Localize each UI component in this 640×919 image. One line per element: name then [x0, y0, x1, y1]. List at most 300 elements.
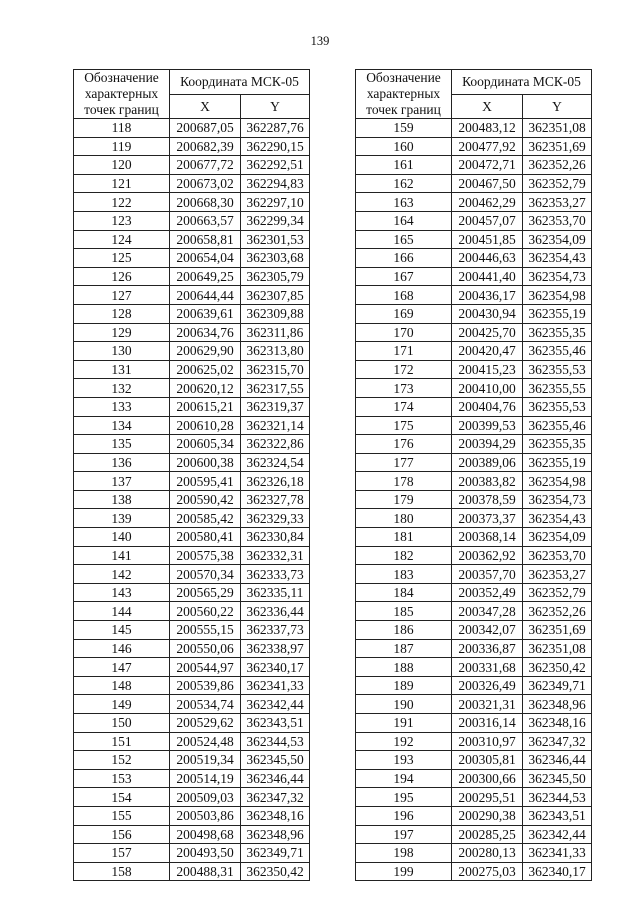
table-row [356, 156, 592, 175]
x-coordinate-cell: 200280,13 [452, 844, 523, 863]
x-coordinate-cell: 200529,62 [170, 714, 241, 733]
point-number-cell: 191 [356, 714, 452, 733]
table-row [356, 286, 592, 305]
y-coordinate-cell: 362340,17 [523, 862, 592, 881]
x-coordinate-cell: 200362,92 [452, 546, 523, 565]
y-header: Y [241, 94, 310, 119]
y-coordinate-cell: 362354,43 [523, 249, 592, 268]
x-coordinate-cell: 200462,29 [452, 193, 523, 212]
y-coordinate-cell: 362345,50 [241, 751, 310, 770]
x-coordinate-cell: 200663,57 [170, 211, 241, 230]
y-coordinate-cell: 362292,51 [241, 156, 310, 175]
y-coordinate-cell: 362336,44 [241, 602, 310, 621]
y-coordinate-cell: 362303,68 [241, 249, 310, 268]
x-header: X [452, 94, 523, 119]
y-coordinate-cell: 362338,97 [241, 639, 310, 658]
point-number-cell: 179 [356, 490, 452, 509]
point-number-cell: 136 [74, 453, 170, 472]
table-row [356, 490, 592, 509]
x-coordinate-cell: 200425,70 [452, 323, 523, 342]
y-coordinate-cell: 362355,19 [523, 304, 592, 323]
x-coordinate-cell: 200441,40 [452, 267, 523, 286]
table-row [74, 416, 310, 435]
point-number-cell: 190 [356, 695, 452, 714]
table-row [74, 119, 310, 138]
point-number-cell: 150 [74, 714, 170, 733]
x-coordinate-cell: 200514,19 [170, 769, 241, 788]
point-number-cell: 195 [356, 788, 452, 807]
table-row [356, 528, 592, 547]
y-coordinate-cell: 362351,69 [523, 137, 592, 156]
point-number-cell: 176 [356, 435, 452, 454]
table-row [356, 658, 592, 677]
table-row [356, 714, 592, 733]
y-coordinate-cell: 362354,98 [523, 472, 592, 491]
x-coordinate-cell: 200590,42 [170, 490, 241, 509]
x-coordinate-cell: 200600,38 [170, 453, 241, 472]
point-number-cell: 129 [74, 323, 170, 342]
point-number-cell: 170 [356, 323, 452, 342]
point-number-cell: 142 [74, 565, 170, 584]
point-number-cell: 187 [356, 639, 452, 658]
point-number-cell: 148 [74, 676, 170, 695]
x-coordinate-cell: 200550,06 [170, 639, 241, 658]
point-number-cell: 177 [356, 453, 452, 472]
y-coordinate-cell: 362347,32 [241, 788, 310, 807]
point-number-cell: 146 [74, 639, 170, 658]
x-coordinate-cell: 200634,76 [170, 323, 241, 342]
y-coordinate-cell: 362355,35 [523, 323, 592, 342]
point-number-cell: 160 [356, 137, 452, 156]
x-coordinate-cell: 200477,92 [452, 137, 523, 156]
y-coordinate-cell: 362352,79 [523, 174, 592, 193]
y-coordinate-cell: 362321,14 [241, 416, 310, 435]
table-row [356, 825, 592, 844]
point-number-cell: 126 [74, 267, 170, 286]
y-coordinate-cell: 362327,78 [241, 490, 310, 509]
table-row [74, 658, 310, 677]
x-coordinate-cell: 200610,28 [170, 416, 241, 435]
point-number-cell: 153 [74, 769, 170, 788]
designation-header: Обозначение характерных точек границ [74, 70, 170, 119]
y-coordinate-cell: 362354,43 [523, 509, 592, 528]
x-coordinate-cell: 200446,63 [452, 249, 523, 268]
table-row [74, 844, 310, 863]
point-number-cell: 134 [74, 416, 170, 435]
y-coordinate-cell: 362305,79 [241, 267, 310, 286]
x-coordinate-cell: 200368,14 [452, 528, 523, 547]
point-number-cell: 193 [356, 751, 452, 770]
y-coordinate-cell: 362324,54 [241, 453, 310, 472]
table-row [74, 379, 310, 398]
x-coordinate-cell: 200534,74 [170, 695, 241, 714]
table-row [74, 193, 310, 212]
y-coordinate-cell: 362353,27 [523, 565, 592, 584]
x-coordinate-cell: 200555,15 [170, 621, 241, 640]
point-number-cell: 198 [356, 844, 452, 863]
table-row [74, 528, 310, 547]
point-number-cell: 127 [74, 286, 170, 305]
x-coordinate-cell: 200310,97 [452, 732, 523, 751]
x-coordinate-cell: 200347,28 [452, 602, 523, 621]
table-row [74, 397, 310, 416]
y-coordinate-cell: 362337,73 [241, 621, 310, 640]
table-row [74, 453, 310, 472]
y-coordinate-cell: 362319,37 [241, 397, 310, 416]
point-number-cell: 154 [74, 788, 170, 807]
x-coordinate-cell: 200580,41 [170, 528, 241, 547]
point-number-cell: 175 [356, 416, 452, 435]
x-coordinate-cell: 200687,05 [170, 119, 241, 138]
point-number-cell: 156 [74, 825, 170, 844]
table-row [356, 435, 592, 454]
point-number-cell: 143 [74, 583, 170, 602]
x-coordinate-cell: 200488,31 [170, 862, 241, 881]
y-coordinate-cell: 362348,16 [241, 806, 310, 825]
x-coordinate-cell: 200493,50 [170, 844, 241, 863]
table-row [74, 825, 310, 844]
table-row [74, 732, 310, 751]
x-coordinate-cell: 200595,41 [170, 472, 241, 491]
point-number-cell: 151 [74, 732, 170, 751]
y-coordinate-cell: 362348,96 [241, 825, 310, 844]
table-row [356, 806, 592, 825]
x-coordinate-cell: 200673,02 [170, 174, 241, 193]
table-row [356, 119, 592, 138]
table-row [74, 323, 310, 342]
x-coordinate-cell: 200503,86 [170, 806, 241, 825]
y-coordinate-cell: 362299,34 [241, 211, 310, 230]
page-number: 139 [310, 34, 330, 48]
table-row [74, 788, 310, 807]
table-row [74, 695, 310, 714]
point-number-cell: 171 [356, 342, 452, 361]
y-coordinate-cell: 362354,09 [523, 528, 592, 547]
table-row [356, 304, 592, 323]
point-number-cell: 196 [356, 806, 452, 825]
x-coordinate-cell: 200457,07 [452, 211, 523, 230]
y-coordinate-cell: 362313,80 [241, 342, 310, 361]
table-row [74, 211, 310, 230]
point-number-cell: 120 [74, 156, 170, 175]
table-row [356, 416, 592, 435]
table-row [74, 490, 310, 509]
table-row [356, 732, 592, 751]
x-coordinate-cell: 200430,94 [452, 304, 523, 323]
x-coordinate-cell: 200539,86 [170, 676, 241, 695]
x-coordinate-cell: 200565,29 [170, 583, 241, 602]
table-row [356, 323, 592, 342]
y-coordinate-cell: 362317,55 [241, 379, 310, 398]
point-number-cell: 124 [74, 230, 170, 249]
y-coordinate-cell: 362345,50 [523, 769, 592, 788]
point-number-cell: 119 [74, 137, 170, 156]
table-body-left [74, 119, 310, 881]
x-coordinate-cell: 200654,04 [170, 249, 241, 268]
point-number-cell: 135 [74, 435, 170, 454]
point-number-cell: 157 [74, 844, 170, 863]
x-coordinate-cell: 200285,25 [452, 825, 523, 844]
y-coordinate-cell: 362347,32 [523, 732, 592, 751]
y-coordinate-cell: 362353,27 [523, 193, 592, 212]
table-row [74, 267, 310, 286]
x-coordinate-cell: 200625,02 [170, 360, 241, 379]
y-coordinate-cell: 362290,15 [241, 137, 310, 156]
x-coordinate-cell: 200326,49 [452, 676, 523, 695]
table-row [74, 565, 310, 584]
x-coordinate-cell: 200404,76 [452, 397, 523, 416]
point-number-cell: 138 [74, 490, 170, 509]
x-coordinate-cell: 200682,39 [170, 137, 241, 156]
table-row [74, 751, 310, 770]
table-row [356, 621, 592, 640]
y-coordinate-cell: 362350,42 [523, 658, 592, 677]
table-row [74, 806, 310, 825]
x-coordinate-cell: 200331,68 [452, 658, 523, 677]
y-coordinate-cell: 362329,33 [241, 509, 310, 528]
point-number-cell: 128 [74, 304, 170, 323]
point-number-cell: 178 [356, 472, 452, 491]
table-row [74, 342, 310, 361]
y-coordinate-cell: 362351,08 [523, 639, 592, 658]
point-number-cell: 184 [356, 583, 452, 602]
point-number-cell: 147 [74, 658, 170, 677]
x-coordinate-cell: 200605,34 [170, 435, 241, 454]
y-coordinate-cell: 362352,79 [523, 583, 592, 602]
y-coordinate-cell: 362346,44 [241, 769, 310, 788]
y-coordinate-cell: 362349,71 [241, 844, 310, 863]
point-number-cell: 144 [74, 602, 170, 621]
table-row [74, 639, 310, 658]
y-coordinate-cell: 362307,85 [241, 286, 310, 305]
y-coordinate-cell: 362354,73 [523, 490, 592, 509]
x-coordinate-cell: 200352,49 [452, 583, 523, 602]
y-coordinate-cell: 362354,98 [523, 286, 592, 305]
table-row [356, 788, 592, 807]
table-row [356, 397, 592, 416]
table-row [74, 546, 310, 565]
table-row [356, 546, 592, 565]
x-coordinate-cell: 200275,03 [452, 862, 523, 881]
table-row [356, 211, 592, 230]
table-row [356, 676, 592, 695]
x-coordinate-cell: 200410,00 [452, 379, 523, 398]
y-coordinate-cell: 362344,53 [241, 732, 310, 751]
x-coordinate-cell: 200560,22 [170, 602, 241, 621]
x-coordinate-cell: 200639,61 [170, 304, 241, 323]
x-coordinate-cell: 200498,68 [170, 825, 241, 844]
point-number-cell: 145 [74, 621, 170, 640]
x-coordinate-cell: 200305,81 [452, 751, 523, 770]
y-coordinate-cell: 362353,70 [523, 546, 592, 565]
y-coordinate-cell: 362322,86 [241, 435, 310, 454]
point-number-cell: 194 [356, 769, 452, 788]
table-row [356, 267, 592, 286]
x-coordinate-cell: 200575,38 [170, 546, 241, 565]
table-row [356, 453, 592, 472]
point-number-cell: 183 [356, 565, 452, 584]
y-coordinate-cell: 362330,84 [241, 528, 310, 547]
table-row [356, 565, 592, 584]
x-coordinate-cell: 200570,34 [170, 565, 241, 584]
x-coordinate-cell: 200668,30 [170, 193, 241, 212]
x-coordinate-cell: 200677,72 [170, 156, 241, 175]
y-coordinate-cell: 362301,53 [241, 230, 310, 249]
y-coordinate-cell: 362355,46 [523, 416, 592, 435]
table-row [74, 621, 310, 640]
x-coordinate-cell: 200336,87 [452, 639, 523, 658]
x-coordinate-cell: 200316,14 [452, 714, 523, 733]
table-row [356, 342, 592, 361]
point-number-cell: 199 [356, 862, 452, 881]
x-coordinate-cell: 200483,12 [452, 119, 523, 138]
point-number-cell: 181 [356, 528, 452, 547]
table-row [356, 695, 592, 714]
table-row [74, 602, 310, 621]
x-coordinate-cell: 200415,23 [452, 360, 523, 379]
table-row [74, 249, 310, 268]
point-number-cell: 192 [356, 732, 452, 751]
table-row [356, 583, 592, 602]
table-row [356, 137, 592, 156]
coordinates-table-right [355, 69, 592, 881]
coordinate-header: Координата МСК-05 [452, 70, 592, 95]
y-coordinate-cell: 362355,55 [523, 379, 592, 398]
table-row [356, 174, 592, 193]
table-row [74, 174, 310, 193]
y-coordinate-cell: 362333,73 [241, 565, 310, 584]
table-row [74, 862, 310, 881]
x-coordinate-cell: 200519,34 [170, 751, 241, 770]
point-number-cell: 166 [356, 249, 452, 268]
y-coordinate-cell: 362342,44 [523, 825, 592, 844]
y-coordinate-cell: 362354,09 [523, 230, 592, 249]
point-number-cell: 185 [356, 602, 452, 621]
y-header: Y [523, 94, 592, 119]
y-coordinate-cell: 362351,08 [523, 119, 592, 138]
table-row [356, 769, 592, 788]
y-coordinate-cell: 362349,71 [523, 676, 592, 695]
y-coordinate-cell: 362355,19 [523, 453, 592, 472]
point-number-cell: 141 [74, 546, 170, 565]
table-row [356, 862, 592, 881]
point-number-cell: 130 [74, 342, 170, 361]
table-row [74, 304, 310, 323]
table-row [74, 435, 310, 454]
x-coordinate-cell: 200615,21 [170, 397, 241, 416]
point-number-cell: 118 [74, 119, 170, 138]
y-coordinate-cell: 362352,26 [523, 156, 592, 175]
point-number-cell: 174 [356, 397, 452, 416]
table-row [356, 602, 592, 621]
point-number-cell: 149 [74, 695, 170, 714]
table-row [356, 249, 592, 268]
table-row [74, 360, 310, 379]
x-coordinate-cell: 200524,48 [170, 732, 241, 751]
y-coordinate-cell: 362352,26 [523, 602, 592, 621]
y-coordinate-cell: 362315,70 [241, 360, 310, 379]
point-number-cell: 159 [356, 119, 452, 138]
y-coordinate-cell: 362287,76 [241, 119, 310, 138]
point-number-cell: 164 [356, 211, 452, 230]
x-coordinate-cell: 200467,50 [452, 174, 523, 193]
point-number-cell: 180 [356, 509, 452, 528]
x-coordinate-cell: 200658,81 [170, 230, 241, 249]
point-number-cell: 173 [356, 379, 452, 398]
x-coordinate-cell: 200300,66 [452, 769, 523, 788]
y-coordinate-cell: 362355,35 [523, 435, 592, 454]
table-row [356, 472, 592, 491]
y-coordinate-cell: 362311,86 [241, 323, 310, 342]
y-coordinate-cell: 362342,44 [241, 695, 310, 714]
coordinate-header: Координата МСК-05 [170, 70, 310, 95]
point-number-cell: 137 [74, 472, 170, 491]
y-coordinate-cell: 362355,53 [523, 397, 592, 416]
y-coordinate-cell: 362343,51 [523, 806, 592, 825]
table-row [74, 714, 310, 733]
x-coordinate-cell: 200509,03 [170, 788, 241, 807]
x-coordinate-cell: 200373,37 [452, 509, 523, 528]
point-number-cell: 152 [74, 751, 170, 770]
x-coordinate-cell: 200378,59 [452, 490, 523, 509]
y-coordinate-cell: 362309,88 [241, 304, 310, 323]
y-coordinate-cell: 362332,31 [241, 546, 310, 565]
y-coordinate-cell: 362351,69 [523, 621, 592, 640]
x-coordinate-cell: 200436,17 [452, 286, 523, 305]
coordinates-table-left [73, 69, 310, 881]
table-row [74, 472, 310, 491]
point-number-cell: 132 [74, 379, 170, 398]
x-header: X [170, 94, 241, 119]
y-coordinate-cell: 362341,33 [241, 676, 310, 695]
x-coordinate-cell: 200620,12 [170, 379, 241, 398]
table-row [356, 509, 592, 528]
x-coordinate-cell: 200357,70 [452, 565, 523, 584]
table-row [74, 769, 310, 788]
point-number-cell: 125 [74, 249, 170, 268]
point-number-cell: 186 [356, 621, 452, 640]
x-coordinate-cell: 200544,97 [170, 658, 241, 677]
point-number-cell: 155 [74, 806, 170, 825]
table-row [74, 676, 310, 695]
x-coordinate-cell: 200472,71 [452, 156, 523, 175]
y-coordinate-cell: 362343,51 [241, 714, 310, 733]
point-number-cell: 123 [74, 211, 170, 230]
table-row [74, 583, 310, 602]
table-row [356, 379, 592, 398]
point-number-cell: 121 [74, 174, 170, 193]
designation-header: Обозначение характерных точек границ [356, 70, 452, 119]
x-coordinate-cell: 200383,82 [452, 472, 523, 491]
table-row [74, 230, 310, 249]
y-coordinate-cell: 362335,11 [241, 583, 310, 602]
x-coordinate-cell: 200451,85 [452, 230, 523, 249]
point-number-cell: 162 [356, 174, 452, 193]
y-coordinate-cell: 362355,53 [523, 360, 592, 379]
x-coordinate-cell: 200389,06 [452, 453, 523, 472]
point-number-cell: 131 [74, 360, 170, 379]
x-coordinate-cell: 200290,38 [452, 806, 523, 825]
point-number-cell: 169 [356, 304, 452, 323]
x-coordinate-cell: 200629,90 [170, 342, 241, 361]
table-row [356, 193, 592, 212]
point-number-cell: 182 [356, 546, 452, 565]
point-number-cell: 165 [356, 230, 452, 249]
x-coordinate-cell: 200394,29 [452, 435, 523, 454]
x-coordinate-cell: 200399,53 [452, 416, 523, 435]
y-coordinate-cell: 362355,46 [523, 342, 592, 361]
point-number-cell: 158 [74, 862, 170, 881]
